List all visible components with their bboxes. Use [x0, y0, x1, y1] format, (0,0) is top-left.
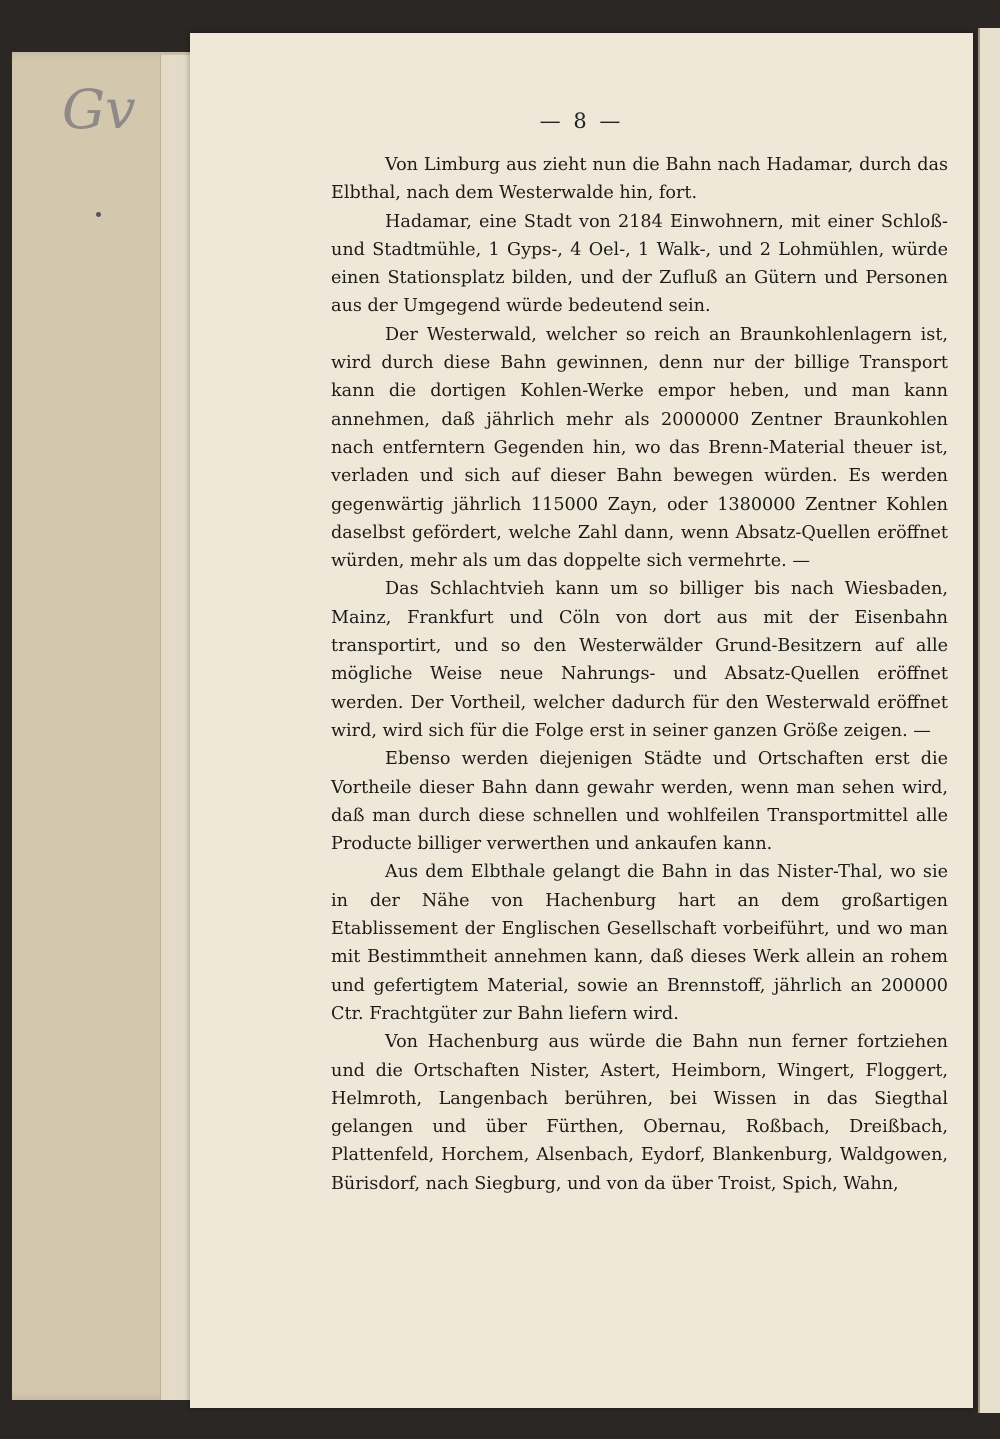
- cover-edge: [160, 55, 191, 1400]
- page-number: — 8 —: [539, 109, 624, 133]
- ink-spot: [96, 212, 101, 217]
- page-body: [331, 151, 948, 1198]
- paragraph: Hadamar, eine Stadt von 2184 Einwohnern, mit einer Schloß- und Stadtmühle, 1 Gyps-, 4 Oel-, 1 Walk-, und 2 Lohmühlen, würde einen Stationsplatz bilden, und der Zufluß an Gütern und Personen aus der Umgegend würde bedeutend sein.: [331, 211, 948, 317]
- adjacent-page-edge: [978, 28, 1000, 1413]
- paragraph: Das Schlachtvieh kann um so billiger bis nach Wiesbaden, Mainz, Frankfurt und Cöln von dort aus mit der Eisenbahn transportirt, und so den Westerwälder Grund-Besitzern auf alle mögliche Weise neue Nahrungs- und Absatz-Quellen eröffnet werden. Der Vortheil, welcher dadurch für den Westerwald eröffnet wird, wird sich für die Folge erst in seiner ganzen Größe zeigen. —: [331, 579, 948, 741]
- handwritten-note: Gv: [62, 78, 136, 141]
- paragraph: Aus dem Elbthale gelangt die Bahn in das Nister-Thal, wo sie in der Nähe von Hachenburg hart an dem großartigen Etablissement der Englischen Gesellschaft vorbeiführt, und wo man mit Bestimmtheit annehmen kann, daß dieses Werk allein an rohem und gefertigtem Material, sowie an Brennstoff, jährlich an 200000 Ctr. Frachtgüter zur Bahn liefern wird.: [331, 862, 948, 1024]
- book-page: [190, 33, 973, 1408]
- paragraph: Der Westerwald, welcher so reich an Braunkohlenlagern ist, wird durch diese Bahn gewinnen, denn nur der billige Transport kann die dortigen Kohlen-Werke empor heben, und man kann annehmen, daß jährlich mehr als 2000000 Zentner Braunkohlen nach entferntern Gegenden hin, wo das Brenn-Material theuer ist, verladen und sich auf dieser Bahn bewegen würden. Es werden gegenwärtig jährlich 115000 Zayn, oder 1380000 Zentner Kohlen daselbst gefördert, welche Zahl dann, wenn Absatz-Quellen eröffnet würden, mehr als um das doppelte sich vermehrte. —: [331, 324, 948, 572]
- paragraph: Von Hachenburg aus würde die Bahn nun ferner fortziehen und die Ortschaften Nister, Astert, Heimborn, Wingert, Floggert, Helmroth, Langenbach berühren, bei Wissen in das Siegthal gelangen und über Fürthen, Obernau, Roßbach, Dreißbach, Plattenfeld, Horchem, Alsenbach, Eydorf, Blankenburg, Waldgowen, Bürisdorf, nach Siegburg, und von da über Troist, Spich, Wahn,: [331, 1032, 948, 1194]
- paragraph: Von Limburg aus zieht nun die Bahn nach Hadamar, durch das Elbthal, nach dem Westerwalde hin, fort.: [331, 155, 948, 204]
- paragraph: Ebenso werden diejenigen Städte und Ortschaften erst die Vortheile dieser Bahn dann gewahr werden, wenn man sehen wird, daß man durch diese schnellen und wohlfeilen Transportmittel alle Producte billiger verwerthen und ankaufen kann.: [331, 749, 948, 855]
